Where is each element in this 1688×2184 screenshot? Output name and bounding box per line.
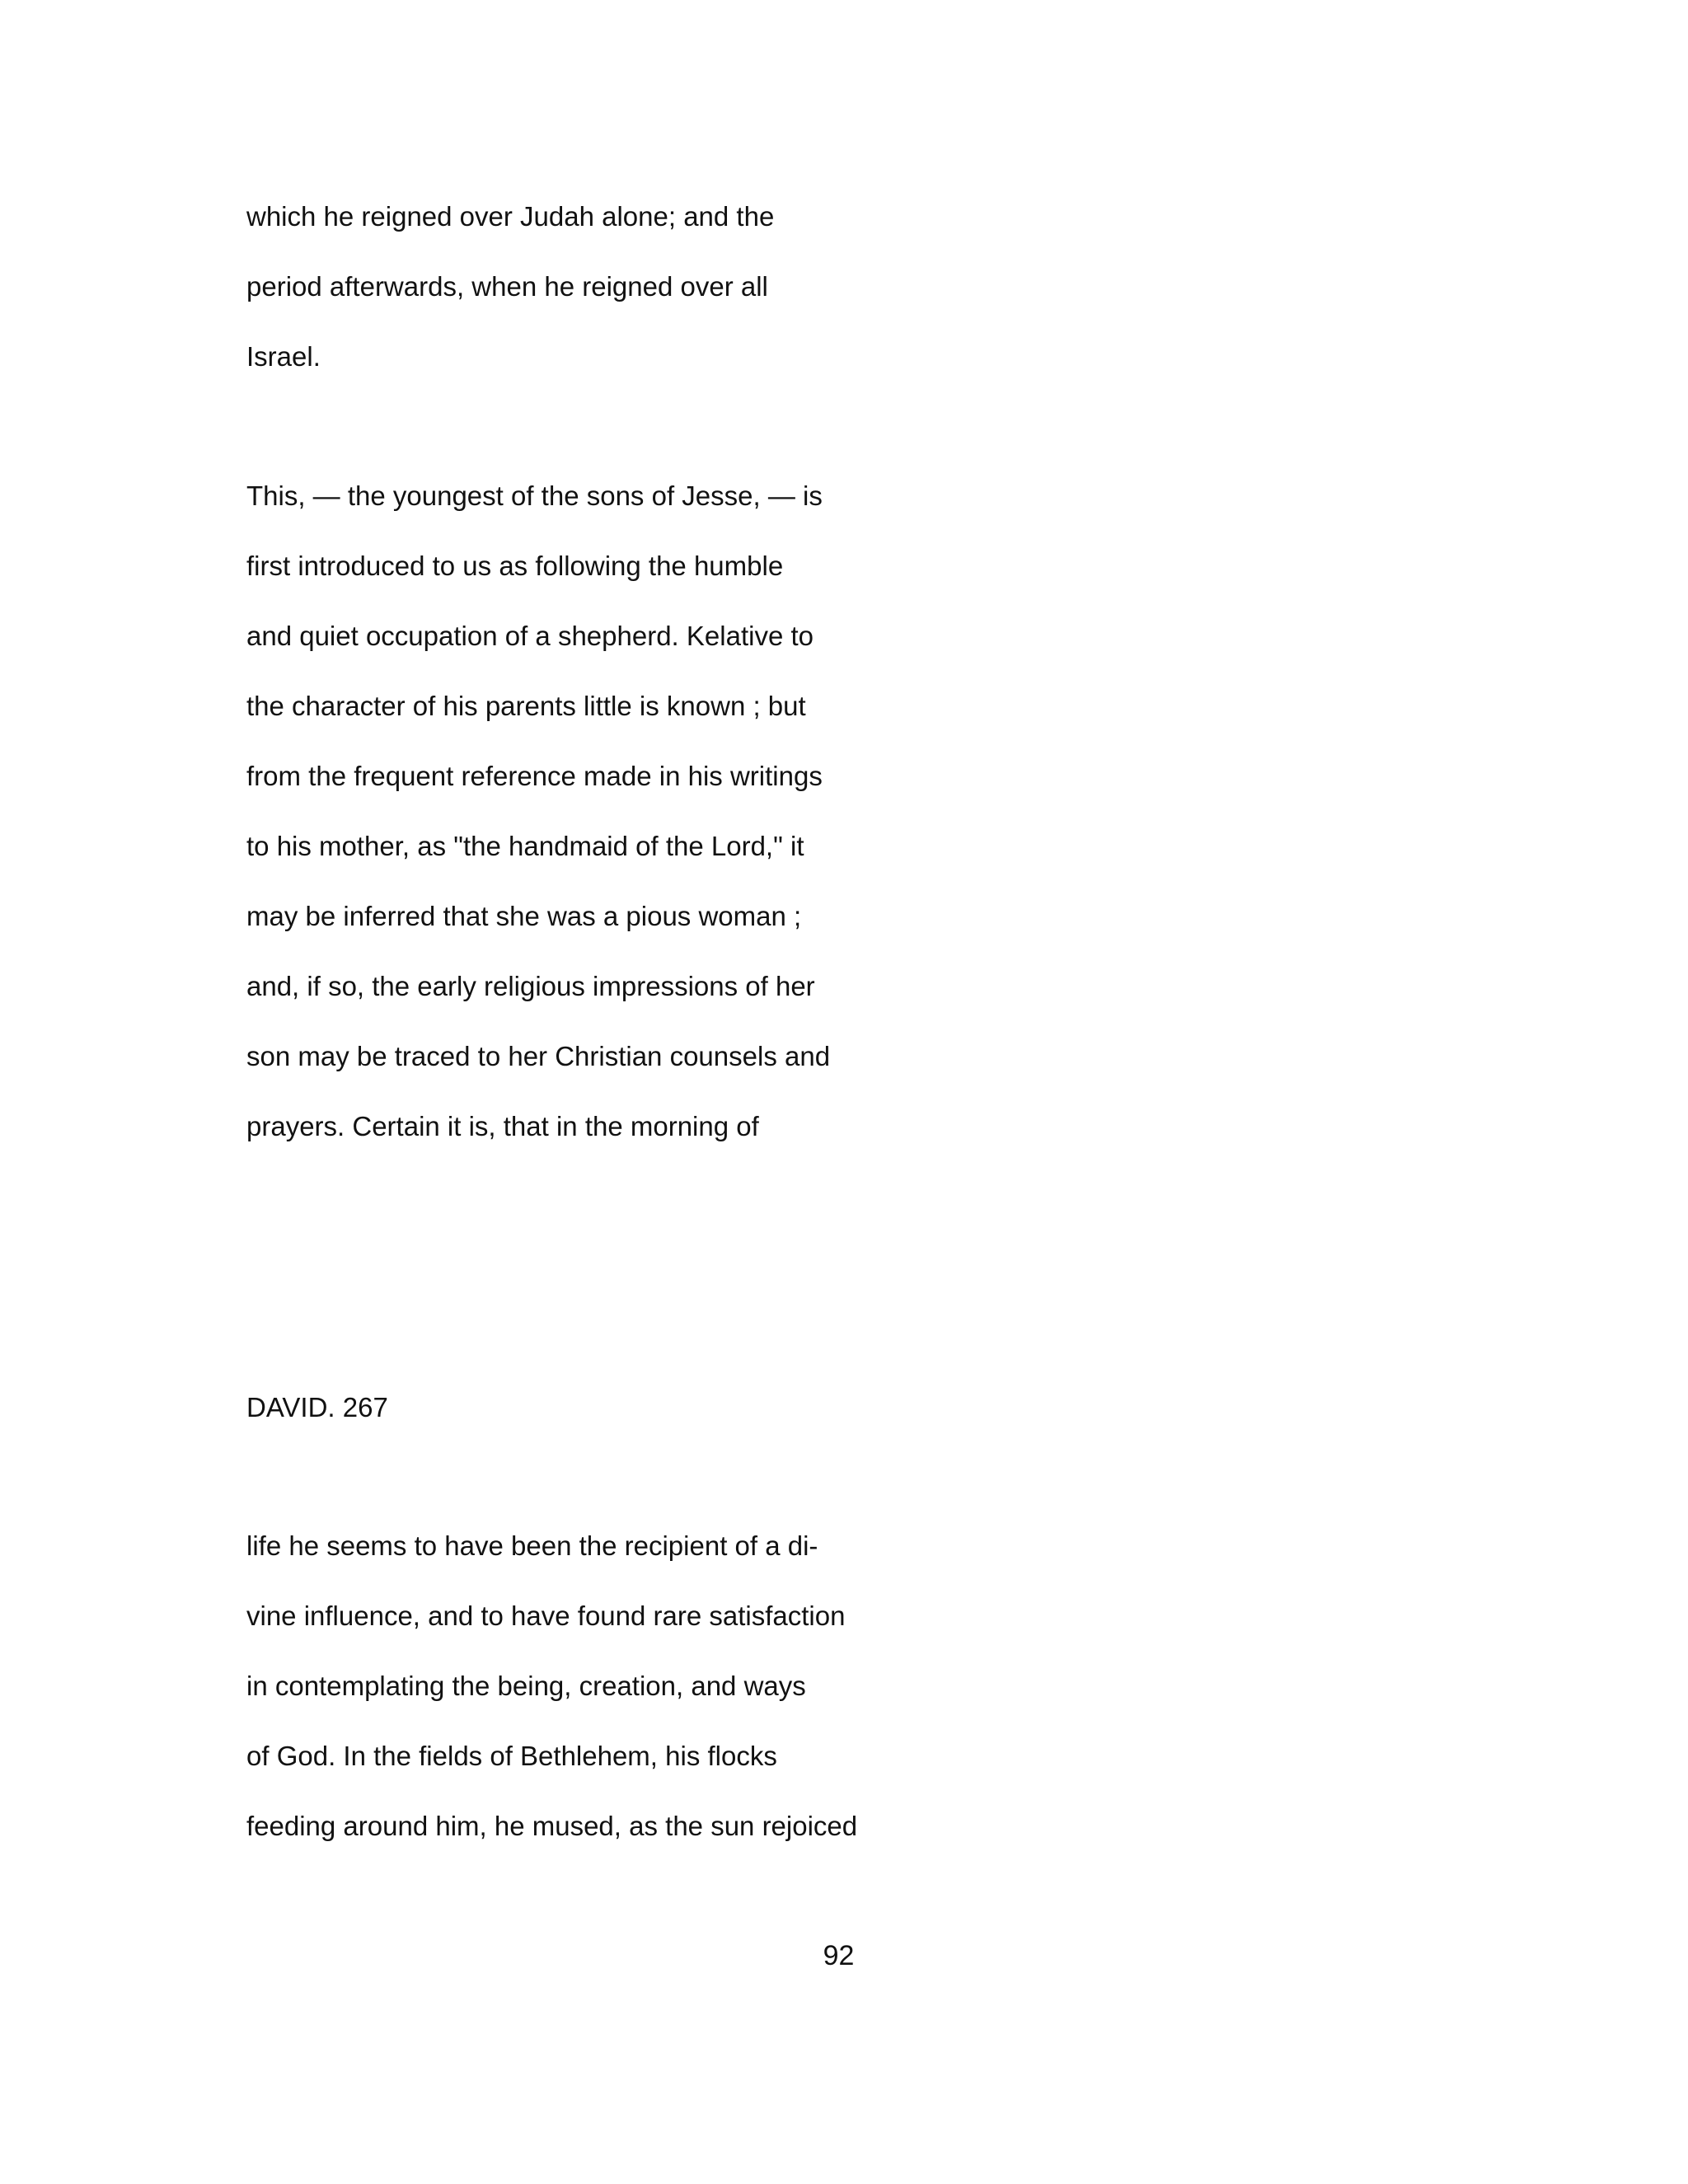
text-line: vine influence, and to have found rare satisfaction (246, 1601, 846, 1631)
text-line: first introduced to us as following the humble (246, 551, 784, 581)
text-line: the character of his parents little is known ; but (246, 691, 806, 721)
text-line: and, if so, the early religious impressions of her (246, 971, 815, 1001)
page-number: 92 (823, 1940, 855, 1971)
text-line: feeding around him, he mused, as the sun rejoiced (246, 1811, 858, 1841)
paragraph-1 (246, 181, 1318, 391)
running-header-text: DAVID. 267 (246, 1392, 388, 1422)
text-line: This, — the youngest of the sons of Jesse, — is (246, 480, 823, 511)
text-line: to his mother, as "the handmaid of the Lord," it (246, 831, 804, 861)
paragraph-2 (246, 461, 1318, 1161)
text-line: period afterwards, when he reigned over all (246, 271, 768, 302)
text-line: prayers. Certain it is, that in the morning of (246, 1111, 759, 1141)
text-line: Israel. (246, 341, 321, 372)
text-line: which he reigned over Judah alone; and the (246, 201, 775, 232)
text-line: of God. In the fields of Bethlehem, his flocks (246, 1741, 777, 1771)
text-line: and quiet occupation of a shepherd. Kelative to (246, 621, 814, 651)
text-line: life he seems to have been the recipient of a di- (246, 1530, 818, 1561)
text-line: may be inferred that she was a pious woman ; (246, 901, 802, 931)
paragraph-3 (246, 1511, 1318, 1861)
text-line: from the frequent reference made in his writings (246, 761, 823, 791)
running-header (246, 1372, 1318, 1442)
text-line: in contemplating the being, creation, and ways (246, 1671, 806, 1701)
text-line: son may be traced to her Christian counsels and (246, 1041, 831, 1071)
